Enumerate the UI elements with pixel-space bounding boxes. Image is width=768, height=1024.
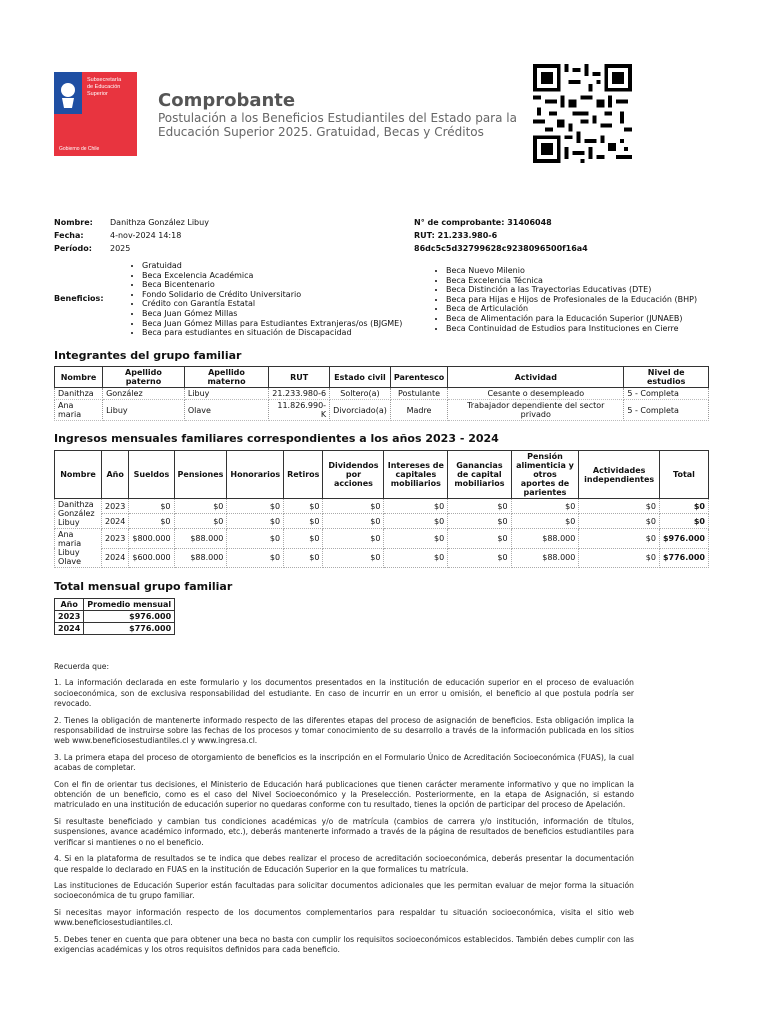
- grupo-cell: Libuy: [184, 388, 268, 400]
- ingresos-cell: $976.000: [659, 529, 708, 549]
- ingresos-cell: $0: [227, 514, 284, 529]
- ingresos-cell: $0: [284, 499, 323, 514]
- logo-line-1: Subsecretaría: [87, 77, 122, 83]
- ingresos-header-cell: Ganancias de capital mobiliarios: [448, 451, 511, 499]
- ingresos-cell: $0: [323, 529, 384, 549]
- grupo-header-cell: Nivel de estudios: [624, 367, 709, 388]
- beneficio-item: • Beca Juan Gómez Millas para Estudiantes Extranjeras/os (BJGME): [142, 319, 432, 329]
- total-cell: $776.000: [84, 623, 175, 635]
- ingresos-cell: $800.000: [129, 529, 174, 549]
- notes-section: [54, 662, 634, 961]
- ingresos-person-name: Danithza González Libuy: [55, 499, 102, 529]
- note-paragraph: 4. Si en la plataforma de resultados se te indica que debes realizar el proceso de acreditación socioeconómica, deberás presentar la documentación que respalde lo declarado en FUAS en la institución de Educación Superior en la que formalices tu matrícula.: [54, 854, 634, 874]
- table-row: [55, 400, 709, 421]
- total-header-cell: Promedio mensual: [84, 599, 175, 611]
- ingresos-cell: 2023: [102, 499, 129, 514]
- ingresos-cell: $88.000: [174, 529, 227, 549]
- grupo-header-row: [55, 367, 709, 388]
- ingresos-cell: $0: [448, 529, 511, 549]
- info-right: [414, 216, 674, 255]
- qr-code: [533, 63, 632, 164]
- ingresos-header-cell: Nombre: [55, 451, 102, 499]
- ingresos-cell: $88.000: [174, 548, 227, 568]
- beneficio-item: • Beca Distinción a las Trayectorias Educativas (DTE): [446, 285, 726, 295]
- ingresos-cell: $0: [448, 514, 511, 529]
- ingresos-header-cell: Dividendos por acciones: [323, 451, 384, 499]
- table-row: [55, 499, 709, 514]
- grupo-cell: Trabajador dependiente del sector privado: [448, 400, 624, 421]
- ingresos-cell: $0: [448, 499, 511, 514]
- beneficios-label: Beneficios:: [54, 294, 104, 303]
- ingresos-table: [54, 450, 709, 568]
- ingresos-cell: $0: [511, 514, 579, 529]
- grupo-header-cell: Apellido paterno: [103, 367, 185, 388]
- ingresos-cell: 2024: [102, 548, 129, 568]
- ingresos-cell: $0: [323, 499, 384, 514]
- grupo-header-cell: Apellido materno: [184, 367, 268, 388]
- total-title: Total mensual grupo familiar: [54, 580, 233, 593]
- grupo-cell: Soltero(a): [330, 388, 391, 400]
- total-table: [54, 598, 175, 635]
- note-paragraph: 1. La información declarada en este formulario y los documentos presentados en la institución de educación superior en el proceso de evaluación socioeconómica, son de exclusiva responsabilidad del estudiante. En caso de incurrir en un error u omisión, el beneficio al que postula podría ser revocado.: [54, 678, 634, 709]
- ingresos-cell: $0: [579, 514, 660, 529]
- table-row: [55, 548, 709, 568]
- logo-footer: Gobierno de Chile: [59, 146, 100, 152]
- beneficio-item: • Beca Juan Gómez Millas: [142, 309, 432, 319]
- total-header-cell: Año: [55, 599, 84, 611]
- grupo-header-cell: Estado civil: [330, 367, 391, 388]
- beneficio-item: • Gratuidad: [142, 261, 432, 271]
- ingresos-cell: $776.000: [659, 548, 708, 568]
- nombre-label: Nombre:: [54, 218, 93, 227]
- grupo-cell: 11.826.990-K: [269, 400, 330, 421]
- grupo-title: Integrantes del grupo familiar: [54, 349, 242, 362]
- beneficio-item: • Beca Excelencia Académica: [142, 271, 432, 281]
- ingresos-cell: $0: [284, 514, 323, 529]
- note-paragraph: Si resultaste beneficiado y cambian tus condiciones académicas y/o de matrícula (cambios de carrera y/o institución, información de títulos, suspensiones, avance académico informado, etc.), deberás mantenerte informado a través de la página de resultados de beneficios estudiantiles para verificar si mantienes o no el beneficio.: [54, 816, 634, 847]
- table-row: [55, 388, 709, 400]
- ingresos-cell: $0: [284, 529, 323, 549]
- ingresos-cell: $0: [174, 499, 227, 514]
- ingresos-header-cell: Total: [659, 451, 708, 499]
- note-paragraph: Si necesitas mayor información respecto de los documentos complementarios para respaldar tu situación socioeconómica, visita el sitio web www.beneficiosestudiantiles.cl.: [54, 907, 634, 928]
- beneficios-list-right: [434, 266, 726, 333]
- grupo-cell: Divorciado(a): [330, 400, 391, 421]
- ingresos-cell: $0: [227, 529, 284, 549]
- ingresos-cell: $0: [511, 499, 579, 514]
- beneficio-item: • Beca Nuevo Milenio: [446, 266, 726, 276]
- ingresos-cell: $0: [448, 548, 511, 568]
- beneficio-item: • Beca Excelencia Técnica: [446, 276, 726, 286]
- beneficio-item: • Beca Continuidad de Estudios para Instituciones en Cierre: [446, 324, 726, 334]
- ingresos-header-cell: Sueldos: [129, 451, 174, 499]
- grupo-header-cell: Actividad: [448, 367, 624, 388]
- ingresos-cell: $0: [384, 529, 448, 549]
- ingresos-header-cell: Pensiones: [174, 451, 227, 499]
- ingresos-cell: $88.000: [511, 548, 579, 568]
- ingresos-cell: $0: [129, 514, 174, 529]
- beneficios-list-left: [130, 261, 432, 338]
- ingresos-cell: $0: [384, 548, 448, 568]
- page-subtitle: Postulación a los Beneficios Estudiantiles del Estado para la Educación Superior 2025. Gratuidad, Becas y Créditos: [158, 111, 517, 139]
- table-row: [55, 514, 709, 529]
- ingresos-cell: 2023: [102, 529, 129, 549]
- logo-line-2: de Educación: [87, 84, 121, 90]
- ingresos-cell: 2024: [102, 514, 129, 529]
- table-row: [55, 529, 709, 549]
- grupo-cell: Olave: [184, 400, 268, 421]
- ingresos-header-cell: Actividades independientes: [579, 451, 660, 499]
- comprobante-number: N° de comprobante: 31406048: [414, 218, 552, 227]
- ingresos-cell: $0: [323, 548, 384, 568]
- grupo-cell: Ana maria: [55, 400, 103, 421]
- ingresos-cell: $600.000: [129, 548, 174, 568]
- periodo-label: Período:: [54, 244, 92, 253]
- ingresos-cell: $0: [227, 499, 284, 514]
- ingresos-person-name: Ana maria Libuy Olave: [55, 529, 102, 568]
- ingresos-header-cell: Año: [102, 451, 129, 499]
- ingresos-cell: $0: [579, 548, 660, 568]
- grupo-cell: 5 - Completa: [624, 400, 709, 421]
- beneficio-item: • Beca Bicentenario: [142, 280, 432, 290]
- info-left: [54, 216, 354, 255]
- note-paragraph: 3. La primera etapa del proceso de otorgamiento de beneficios es la inscripción en el Formulario Único de Acreditación Socioeconómica (FUAS), la cual acabas de completar.: [54, 752, 634, 773]
- total-cell: 2024: [55, 623, 84, 635]
- beneficio-item: • Beca de Articulación: [446, 304, 726, 314]
- ingresos-cell: $0: [284, 548, 323, 568]
- ingresos-header-cell: Retiros: [284, 451, 323, 499]
- grupo-cell: Madre: [390, 400, 447, 421]
- beneficio-item: • Beca de Alimentación para la Educación Superior (JUNAEB): [446, 314, 726, 324]
- grupo-cell: Danithza: [55, 388, 103, 400]
- fecha-value: 4-nov-2024 14:18: [110, 231, 182, 240]
- nombre-value: Danithza González Libuy: [110, 218, 209, 227]
- ingresos-cell: $0: [659, 514, 708, 529]
- ingresos-header-row: [55, 451, 709, 499]
- ingresos-cell: $0: [227, 548, 284, 568]
- note-paragraph: 5. Debes tener en cuenta que para obtener una beca no basta con cumplir los requisitos socioeconómicos establecidos. También debes cumplir con las exigencias académicas y los otros requisitos definidos para cada beneficio.: [54, 934, 634, 954]
- logo-line-3: Superior: [87, 91, 108, 97]
- ingresos-header-cell: Intereses de capitales mobiliarios: [384, 451, 448, 499]
- total-header-row: [55, 599, 175, 611]
- grupo-cell: González: [103, 388, 185, 400]
- ingresos-header-cell: Pensión alimenticia y otros aportes de parientes: [511, 451, 579, 499]
- ingresos-cell: $0: [579, 499, 660, 514]
- grupo-cell: Postulante: [390, 388, 447, 400]
- page-title: Comprobante: [158, 90, 296, 111]
- ingresos-cell: $0: [384, 499, 448, 514]
- grupo-header-cell: Nombre: [55, 367, 103, 388]
- grupo-cell: Cesante o desempleado: [448, 388, 624, 400]
- ingresos-cell: $0: [174, 514, 227, 529]
- grupo-cell: Libuy: [103, 400, 185, 421]
- ingresos-cell: $0: [659, 499, 708, 514]
- ingresos-cell: $0: [384, 514, 448, 529]
- beneficio-item: • Beca para Hijas e Hijos de Profesionales de la Educación (BHP): [446, 295, 726, 305]
- gobierno-logo: [54, 72, 137, 156]
- table-row: [55, 623, 175, 635]
- ingresos-cell: $88.000: [511, 529, 579, 549]
- ingresos-cell: $0: [129, 499, 174, 514]
- ingresos-header-cell: Honorarios: [227, 451, 284, 499]
- ingresos-cell: $0: [579, 529, 660, 549]
- grupo-header-cell: RUT: [269, 367, 330, 388]
- grupo-header-cell: Parentesco: [390, 367, 447, 388]
- note-paragraph: Recuerda que:: [54, 662, 110, 671]
- ingresos-title: Ingresos mensuales familiares correspondientes a los años 2023 - 2024: [54, 432, 499, 445]
- grupo-cell: 21.233.980-6: [269, 388, 330, 400]
- grupo-cell: 5 - Completa: [624, 388, 709, 400]
- note-paragraph: 2. Tienes la obligación de mantenerte informado respecto de las diferentes etapas del proceso de asignación de beneficios. Esta obligación implica la responsabilidad de instruirse sobre las fechas de los procesos y tomar conocimiento de su desarrollo a través de la información publicada en los sitios web www.beneficiosestudiantiles.cl y www.ingresa.cl.: [54, 715, 634, 746]
- periodo-value: 2025: [110, 244, 131, 253]
- total-cell: $976.000: [84, 611, 175, 623]
- total-cell: 2023: [55, 611, 84, 623]
- note-paragraph: Las instituciones de Educación Superior están facultadas para solicitar documentos adicionales que les permitan evaluar de mejor forma la situación socioeconómica de tu grupo familiar.: [54, 880, 634, 901]
- fecha-label: Fecha:: [54, 231, 84, 240]
- beneficio-item: • Beca para estudiantes en situación de Discapacidad: [142, 328, 432, 338]
- ingresos-cell: $0: [323, 514, 384, 529]
- grupo-table: [54, 366, 709, 421]
- rut-value: RUT: 21.233.980-6: [414, 231, 498, 240]
- hash-value: 86dc5c5d32799628c9238096500f16a4: [414, 244, 588, 253]
- beneficio-item: • Fondo Solidario de Crédito Universitario: [142, 290, 432, 300]
- table-row: [55, 611, 175, 623]
- note-paragraph: Con el fin de orientar tus decisiones, el Ministerio de Educación hará publicaciones que tienen carácter meramente informativo y que no implican la obtención de un beneficio, como es el caso del Nivel Socioeconómico y la Preselección. Posteriormente, en la etapa de Asignación, si estando matriculado en una institución de educación superior no quedaras conforme con tu resultado, tienes la opción de participar del proceso de Apelación.: [54, 779, 634, 810]
- beneficio-item: • Crédito con Garantía Estatal: [142, 299, 432, 309]
